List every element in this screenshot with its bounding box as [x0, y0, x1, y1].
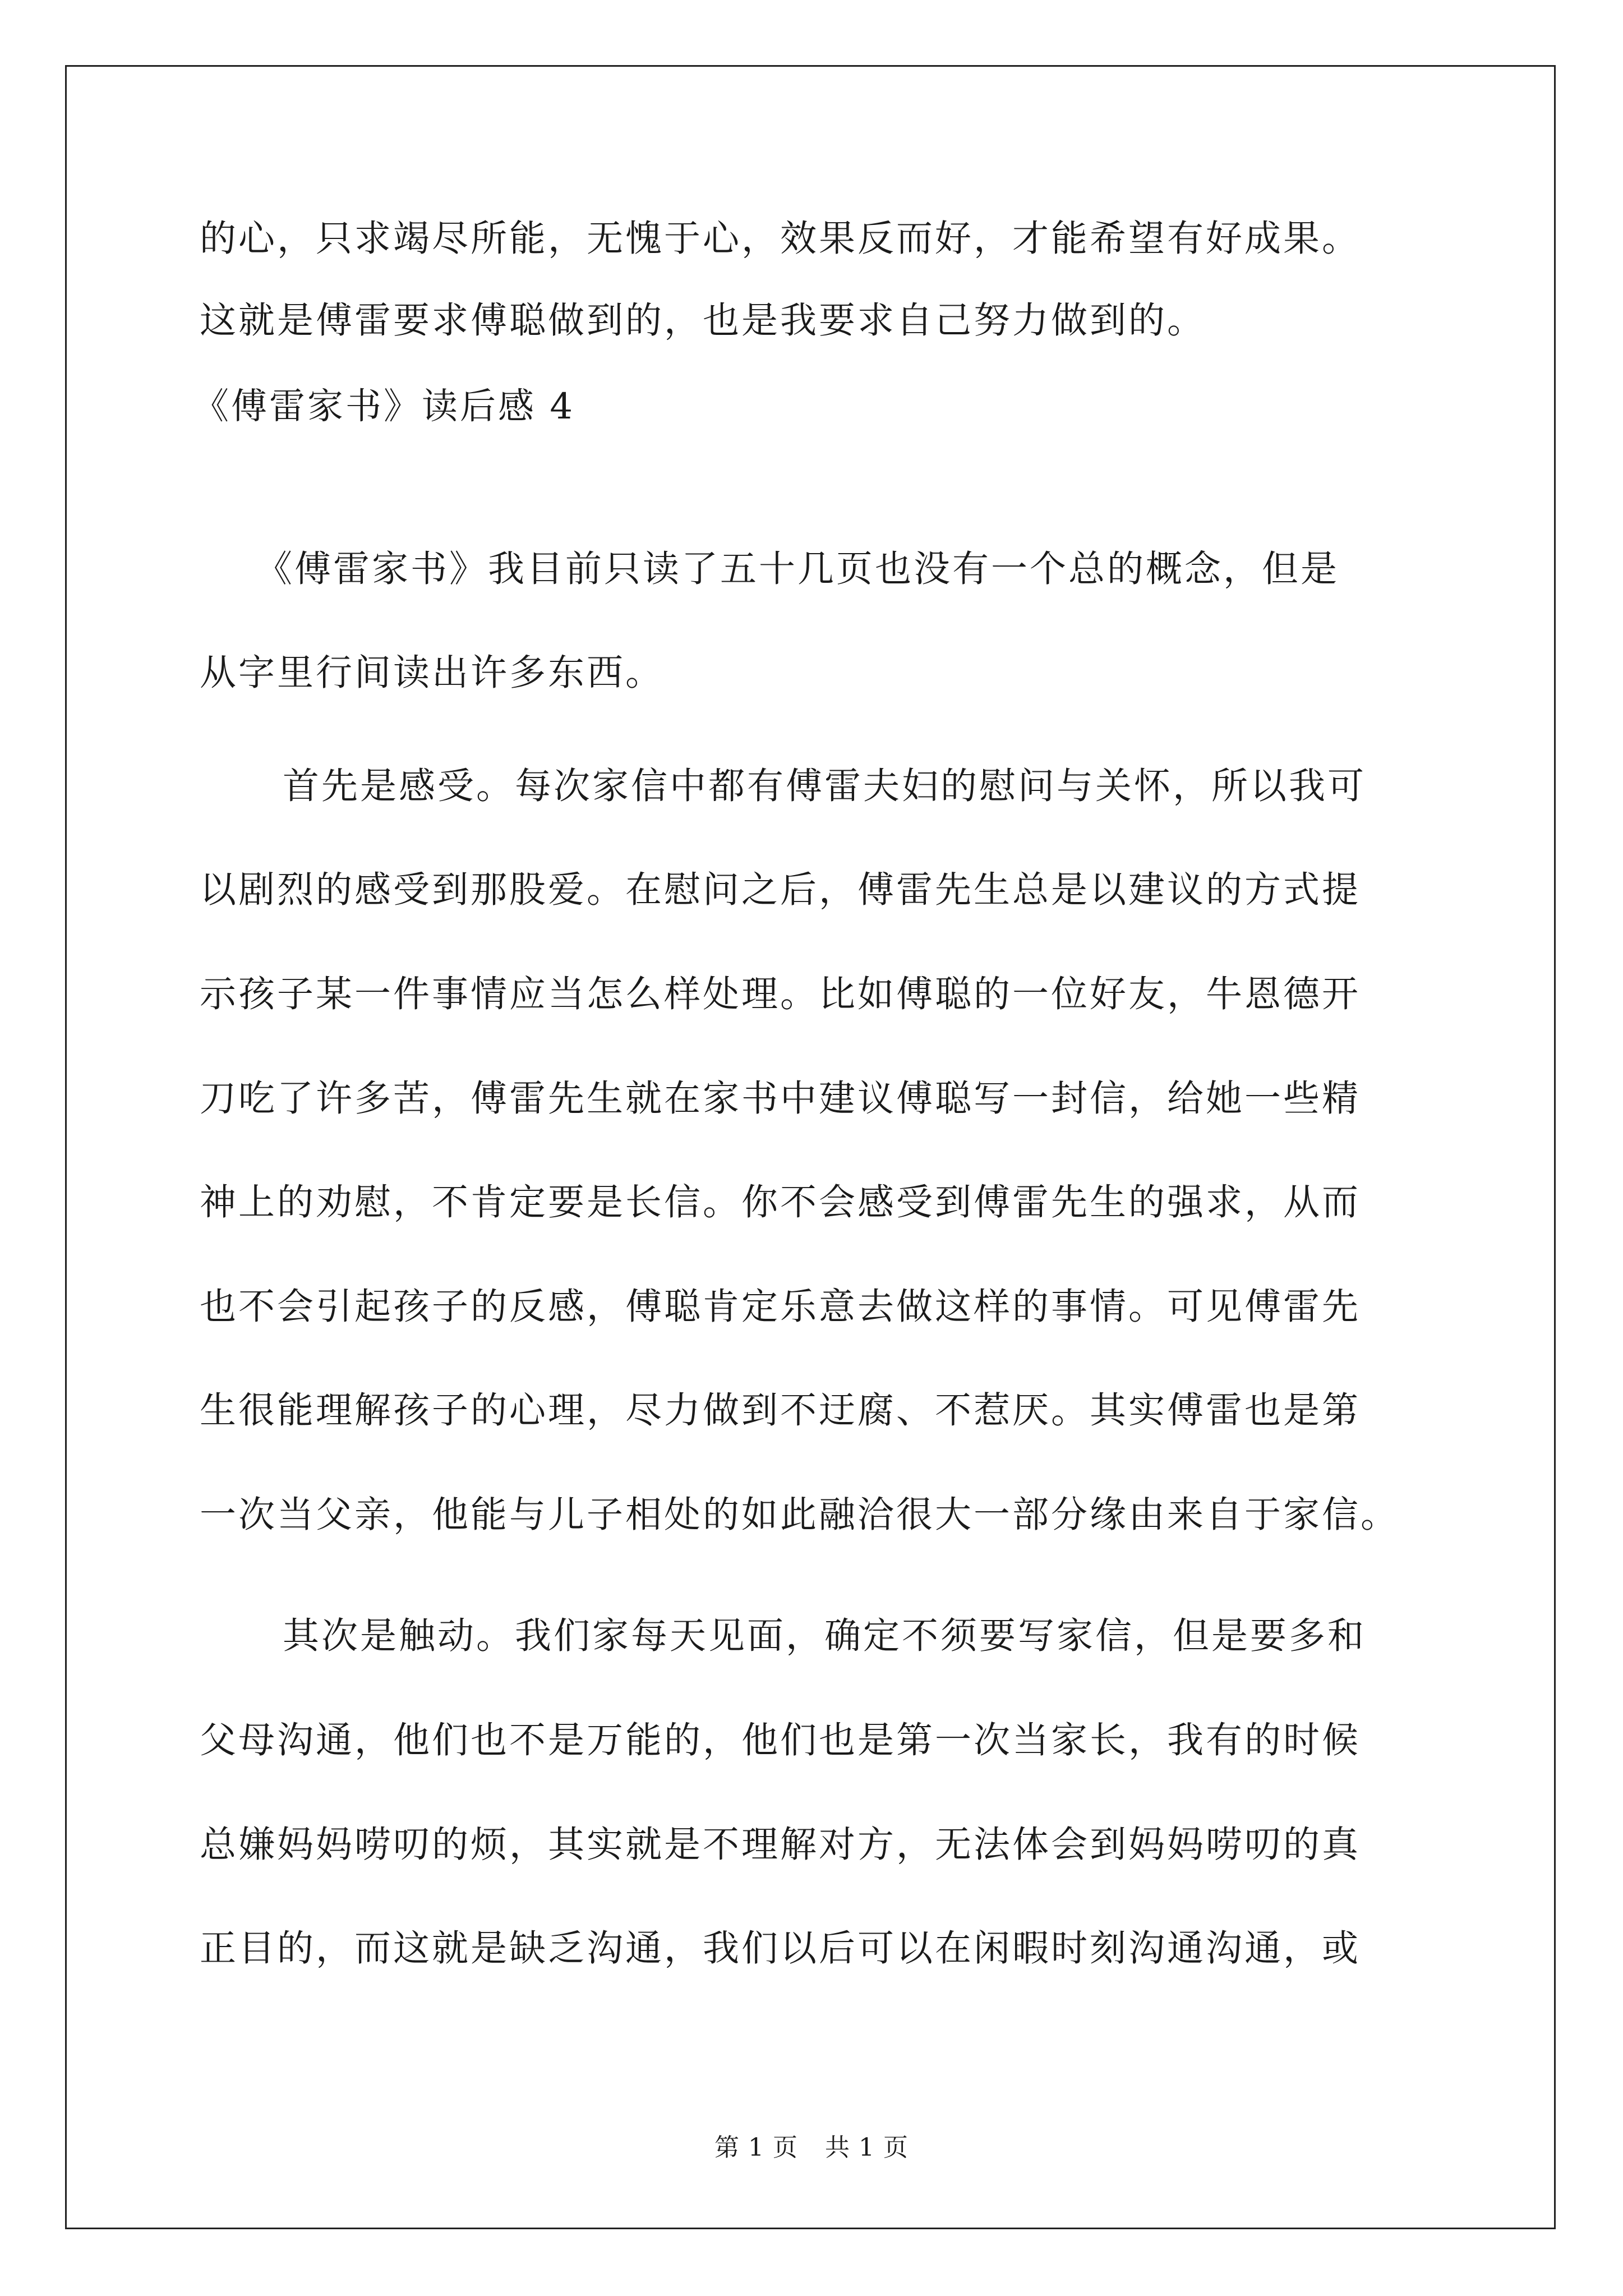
paragraph-line: 的心，只求竭尽所能，无愧于心，效果反而好，才能希望有好成果。 — [200, 218, 1361, 260]
paragraph-line: 神上的劝慰，不肯定要是长信。你不会感受到傅雷先生的强求，从而 — [200, 1181, 1361, 1223]
paragraph-line: 也不会引起孩子的反感，傅聪肯定乐意去做这样的事情。可见傅雷先 — [200, 1286, 1361, 1328]
paragraph-line: 《傅雷家书》我目前只读了五十几页也没有一个总的概念，但是 — [256, 548, 1340, 590]
paragraph-line: 其次是触动。我们家每天见面，确定不须要写家信，但是要多和 — [283, 1615, 1367, 1657]
paragraph-line: 示孩子某一件事情应当怎么样处理。比如傅聪的一位好友，牛恩德开 — [200, 973, 1361, 1015]
paragraph-line: 父母沟通，他们也不是万能的，他们也是第一次当家长，我有的时候 — [200, 1719, 1361, 1761]
paragraph-line: 这就是傅雷要求傅聪做到的，也是我要求自己努力做到的。 — [200, 300, 1206, 342]
paragraph-line: 以剧烈的感受到那股爱。在慰问之后，傅雷先生总是以建议的方式提 — [200, 869, 1361, 911]
paragraph-line: 从字里行间读出许多东西。 — [200, 652, 665, 694]
paragraph-line: 正目的，而这就是缺乏沟通，我们以后可以在闲暇时刻沟通沟通，或 — [200, 1927, 1361, 1970]
paragraph-line: 生很能理解孩子的心理，尽力做到不迂腐、不惹厌。其实傅雷也是第 — [200, 1389, 1361, 1432]
section-heading: 《傅雷家书》读后感 4 — [193, 386, 575, 427]
page-number: 第 1 页 — [714, 2133, 798, 2162]
paragraph-line: 一次当父亲，他能与儿子相处的如此融洽很大一部分缘由来自于家信。 — [200, 1494, 1400, 1536]
paragraph-line: 刀吃了许多苦，傅雷先生就在家书中建议傅聪写一封信，给她一些精 — [200, 1078, 1361, 1120]
paragraph-line: 首先是感受。每次家信中都有傅雷夫妇的慰问与关怀，所以我可 — [283, 765, 1367, 807]
page-total: 共 1 页 — [825, 2133, 909, 2162]
page-footer — [0, 2132, 1623, 2164]
paragraph-line: 总嫌妈妈唠叨的烦，其实就是不理解对方，无法体会到妈妈唠叨的真 — [200, 1824, 1361, 1866]
